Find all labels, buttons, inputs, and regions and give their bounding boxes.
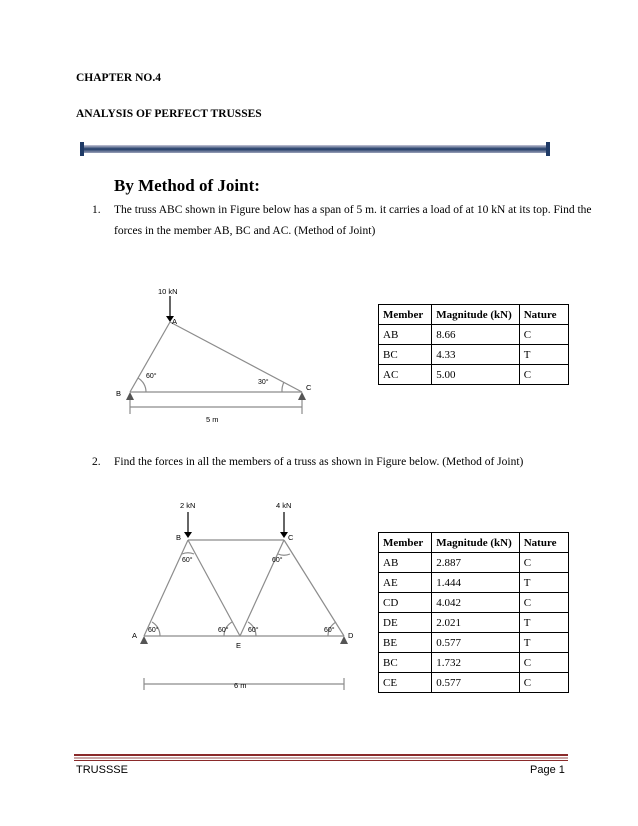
question-number: 1.	[92, 204, 101, 216]
results-table-1	[378, 304, 569, 385]
question-text: Find the forces in all the members of a truss as shown in Figure below. (Method of Joint)	[114, 456, 524, 468]
table-row	[379, 325, 569, 345]
table-row	[379, 573, 569, 593]
cell-nature: T	[519, 573, 568, 593]
cell-member: AB	[379, 553, 432, 573]
footer-page-number: Page 1	[530, 764, 565, 776]
truss-figure-2	[124, 498, 360, 694]
span-label: 5 m	[206, 415, 219, 424]
cell-magnitude: 0.577	[432, 633, 519, 653]
cell-member: AE	[379, 573, 432, 593]
angle-b-label: 60°	[146, 373, 157, 380]
member-ce	[240, 540, 284, 636]
header-magnitude: Magnitude (kN)	[432, 305, 519, 325]
cell-magnitude: 2.887	[432, 553, 519, 573]
table-row	[379, 553, 569, 573]
table-row	[379, 593, 569, 613]
cell-magnitude: 5.00	[432, 365, 519, 385]
cell-nature: T	[519, 633, 568, 653]
node-e-label: E	[236, 641, 242, 650]
cell-member: AC	[379, 365, 432, 385]
question-number: 2.	[92, 456, 101, 468]
cell-magnitude: 0.577	[432, 673, 519, 693]
table-row	[379, 653, 569, 673]
table-header-row	[379, 533, 569, 553]
cell-magnitude: 1.444	[432, 573, 519, 593]
truss-figure-1	[108, 282, 338, 430]
cell-magnitude: 8.66	[432, 325, 519, 345]
table-row	[379, 365, 569, 385]
span-label: 6 m	[234, 681, 247, 690]
results-table-2	[378, 532, 569, 693]
angle-b-label: 60°	[182, 557, 193, 564]
table-row	[379, 613, 569, 633]
cell-nature: C	[519, 653, 568, 673]
decorative-rule-top	[78, 141, 552, 157]
cell-member: CE	[379, 673, 432, 693]
section-title: By Method of Joint:	[114, 176, 260, 195]
angle-c-label: 30°	[258, 379, 269, 386]
load-label: 10 kN	[158, 287, 178, 296]
question-1	[92, 200, 592, 244]
cell-magnitude: 2.021	[432, 613, 519, 633]
cell-member: CD	[379, 593, 432, 613]
cell-nature: C	[519, 365, 568, 385]
member-ab	[130, 322, 170, 392]
header-magnitude: Magnitude (kN)	[432, 533, 519, 553]
table-row	[379, 633, 569, 653]
header-member: Member	[379, 305, 432, 325]
chapter-heading: CHAPTER NO.4	[76, 72, 161, 84]
load-b-label: 2 kN	[180, 501, 196, 510]
chapter-subtitle: ANALYSIS OF PERFECT TRUSSES	[76, 108, 262, 120]
member-cd	[284, 540, 344, 636]
cell-nature: T	[519, 345, 568, 365]
cell-nature: C	[519, 593, 568, 613]
question-2	[92, 452, 592, 474]
node-a-label: A	[132, 631, 138, 640]
header-nature: Nature	[519, 305, 568, 325]
cell-nature: C	[519, 325, 568, 345]
header-nature: Nature	[519, 533, 568, 553]
member-be	[188, 540, 240, 636]
cell-member: BE	[379, 633, 432, 653]
cell-member: AB	[379, 325, 432, 345]
cell-magnitude: 4.042	[432, 593, 519, 613]
footer-title: TRUSSSE	[76, 764, 128, 776]
cell-nature: C	[519, 673, 568, 693]
table-header-row	[379, 305, 569, 325]
cell-magnitude: 1.732	[432, 653, 519, 673]
cell-nature: C	[519, 553, 568, 573]
member-ab	[144, 540, 188, 636]
node-b-label: B	[176, 533, 182, 542]
table-row	[379, 673, 569, 693]
table-row	[379, 345, 569, 365]
node-c-label: C	[288, 533, 294, 542]
cell-nature: T	[519, 613, 568, 633]
angle-d-label: 60°	[324, 627, 335, 634]
cell-magnitude: 4.33	[432, 345, 519, 365]
angle-e-right-label: 60°	[248, 627, 259, 634]
node-b-label: B	[116, 389, 122, 398]
node-c-label: C	[306, 383, 312, 392]
angle-e-left-label: 60°	[218, 627, 229, 634]
angle-c-label: 60°	[272, 557, 283, 564]
question-text: The truss ABC shown in Figure below has a span of 5 m. it carries a load of at 10 kN at its top. Find the forces in the member AB, BC and AC. (Method of Joint)	[114, 204, 592, 237]
header-member: Member	[379, 533, 432, 553]
load-c-label: 4 kN	[276, 501, 292, 510]
node-a-label: A	[172, 317, 178, 326]
decorative-rule-bottom	[74, 754, 568, 762]
node-d-label: D	[348, 631, 354, 640]
member-ac	[170, 322, 302, 392]
cell-member: BC	[379, 653, 432, 673]
cell-member: DE	[379, 613, 432, 633]
angle-a-label: 60°	[148, 627, 159, 634]
cell-member: BC	[379, 345, 432, 365]
